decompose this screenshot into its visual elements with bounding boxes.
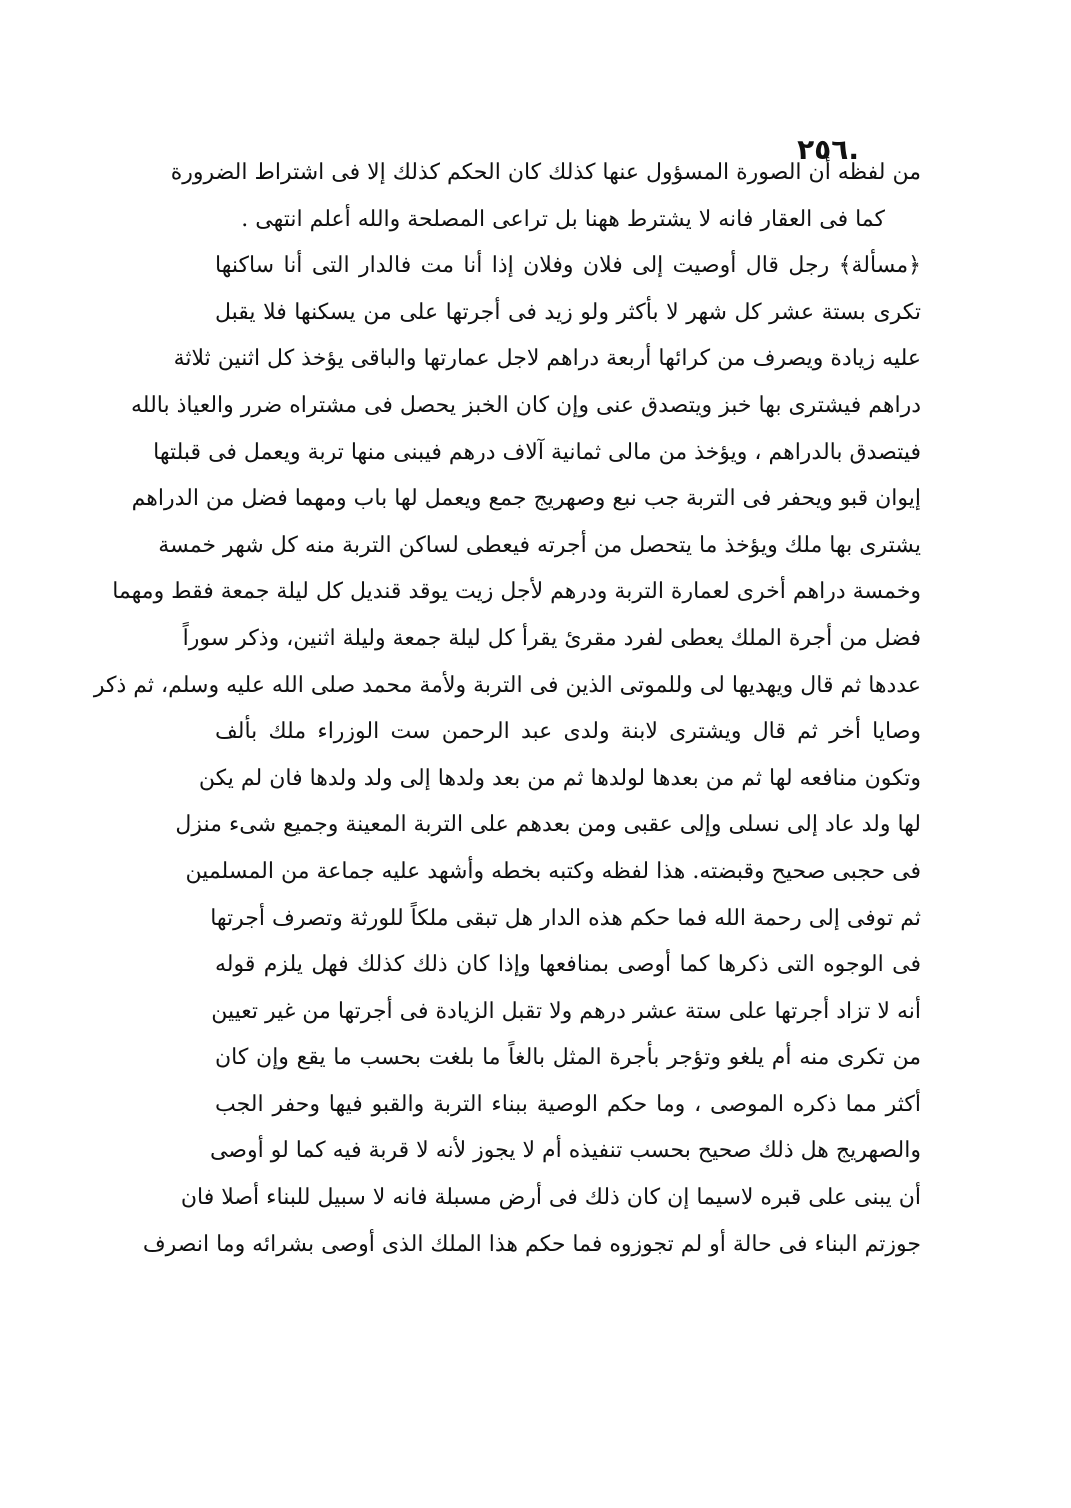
text-line: أنه لا تزاد أجرتها على ستة عشر درهم ولا تقبل الزيادة فى أجرتها من غير تعيين [211, 998, 921, 1024]
text-line: دراهم فيشترى بها خبز ويتصدق عنى وإن كان الخبز يحصل فى مشتراه ضرر والعياذ بالله [131, 392, 921, 418]
text-line: ﴿مسألة﴾ رجل قال أوصيت إلى فلان وفلان إذا أنا مت فالدار التى أنا ساكنها [215, 253, 921, 279]
text-line: وخمسة دراهم أخرى لعمارة التربة ودرهم لأجل زيت يوقد قنديل كل ليلة جمعة فقط ومهما [112, 579, 921, 605]
body-text [93, 150, 921, 1268]
text-line: عليه زيادة ويصرف من كرائها أربعة دراهم لاجل عمارتها والباقى يؤخذ كل اثنين ثلاثة [173, 346, 921, 372]
text-line: أكثر مما ذكره الموصى ، وما حكم الوصية ببناء التربة والقبو فيها وحفر الجب [215, 1091, 921, 1117]
text-line: من لفظه أن الصورة المسؤول عنها كذلك كان الحكم كذلك إلا فى اشتراط الضرورة [170, 160, 921, 185]
text-line: عددها ثم قال ويهديها لى وللموتى الذين فى التربة ولأمة محمد صلى الله عليه وسلم، ثم ذكر [93, 672, 921, 698]
text-line: وتكون منافعه لها ثم من بعدها لولدها ثم من بعد ولدها إلى ولد ولدها فان لم يكن [198, 765, 921, 791]
text-line: لها ولد عاد إلى نسلى وإلى عقبى ومن بعدهم على التربة المعينة وجميع شىء منزل [175, 812, 921, 838]
text-line: إيوان قبو ويحفر فى التربة جب نبع وصهريج جمع ويعمل لها باب ومهما فضل من الدراهم [131, 486, 921, 512]
text-line: ثم توفى إلى رحمة الله فما حكم هذه الدار هل تبقى ملكاً للورثة وتصرف أجرتها [210, 905, 921, 931]
text-line: أن يبنى على قبره لاسيما إن كان ذلك فى أرض مسبلة فانه لا سبيل للبناء أصلا فان [180, 1185, 921, 1211]
text-line: فى الوجوه التى ذكرها كما أوصى بمنافعها وإذا كان ذلك كذلك فهل يلزم قوله [215, 952, 921, 978]
text-line: جوزتم البناء فى حالة أو لم تجوزوه فما حكم هذا الملك الذى أوصى بشرائه وما انصرف [142, 1231, 921, 1257]
text-line: تكرى بستة عشر كل شهر لا بأكثر ولو زيد فى أجرتها على من يسكنها فلا يقبل [215, 299, 921, 325]
text-line: كما فى العقار فانه لا يشترط ههنا بل تراعى المصلحة والله أعلم انتهى . [241, 206, 885, 232]
text-line: يشترى بها ملك ويؤخذ ما يتحصل من أجرته فيعطى لساكن التربة منه كل شهر خمسة [158, 532, 921, 558]
text-line: من تكرى منه أم يلغو وتؤجر بأجرة المثل بالغاً ما بلغت بحسب ما يقع وإن كان [215, 1045, 921, 1071]
text-line: وصايا أخر ثم قال ويشترى لابنة ولدى عبد الرحمن ست الوزراء ملك بألف [215, 719, 921, 745]
page-number: ٢٥٦. [797, 133, 859, 166]
text-line: فضل من أجرة الملك يعطى لفرد مقرئ يقرأ كل ليلة جمعة وليلة اثنين، وذكر سوراً [182, 625, 921, 651]
text-line: فيتصدق بالدراهم ، ويؤخذ من مالى ثمانية آلاف درهم فيبنى منها تربة ويعمل فى قبلتها [153, 439, 921, 465]
text-line: فى حجبى صحيح وقبضته. هذا لفظه وكتبه بخطه وأشهد عليه جماعة من المسلمين [185, 858, 921, 884]
text-line: والصهريج هل ذلك صحيح بحسب تنفيذه أم لا يجوز لأنه لا قربة فيه كما لو أوصى [209, 1138, 921, 1164]
